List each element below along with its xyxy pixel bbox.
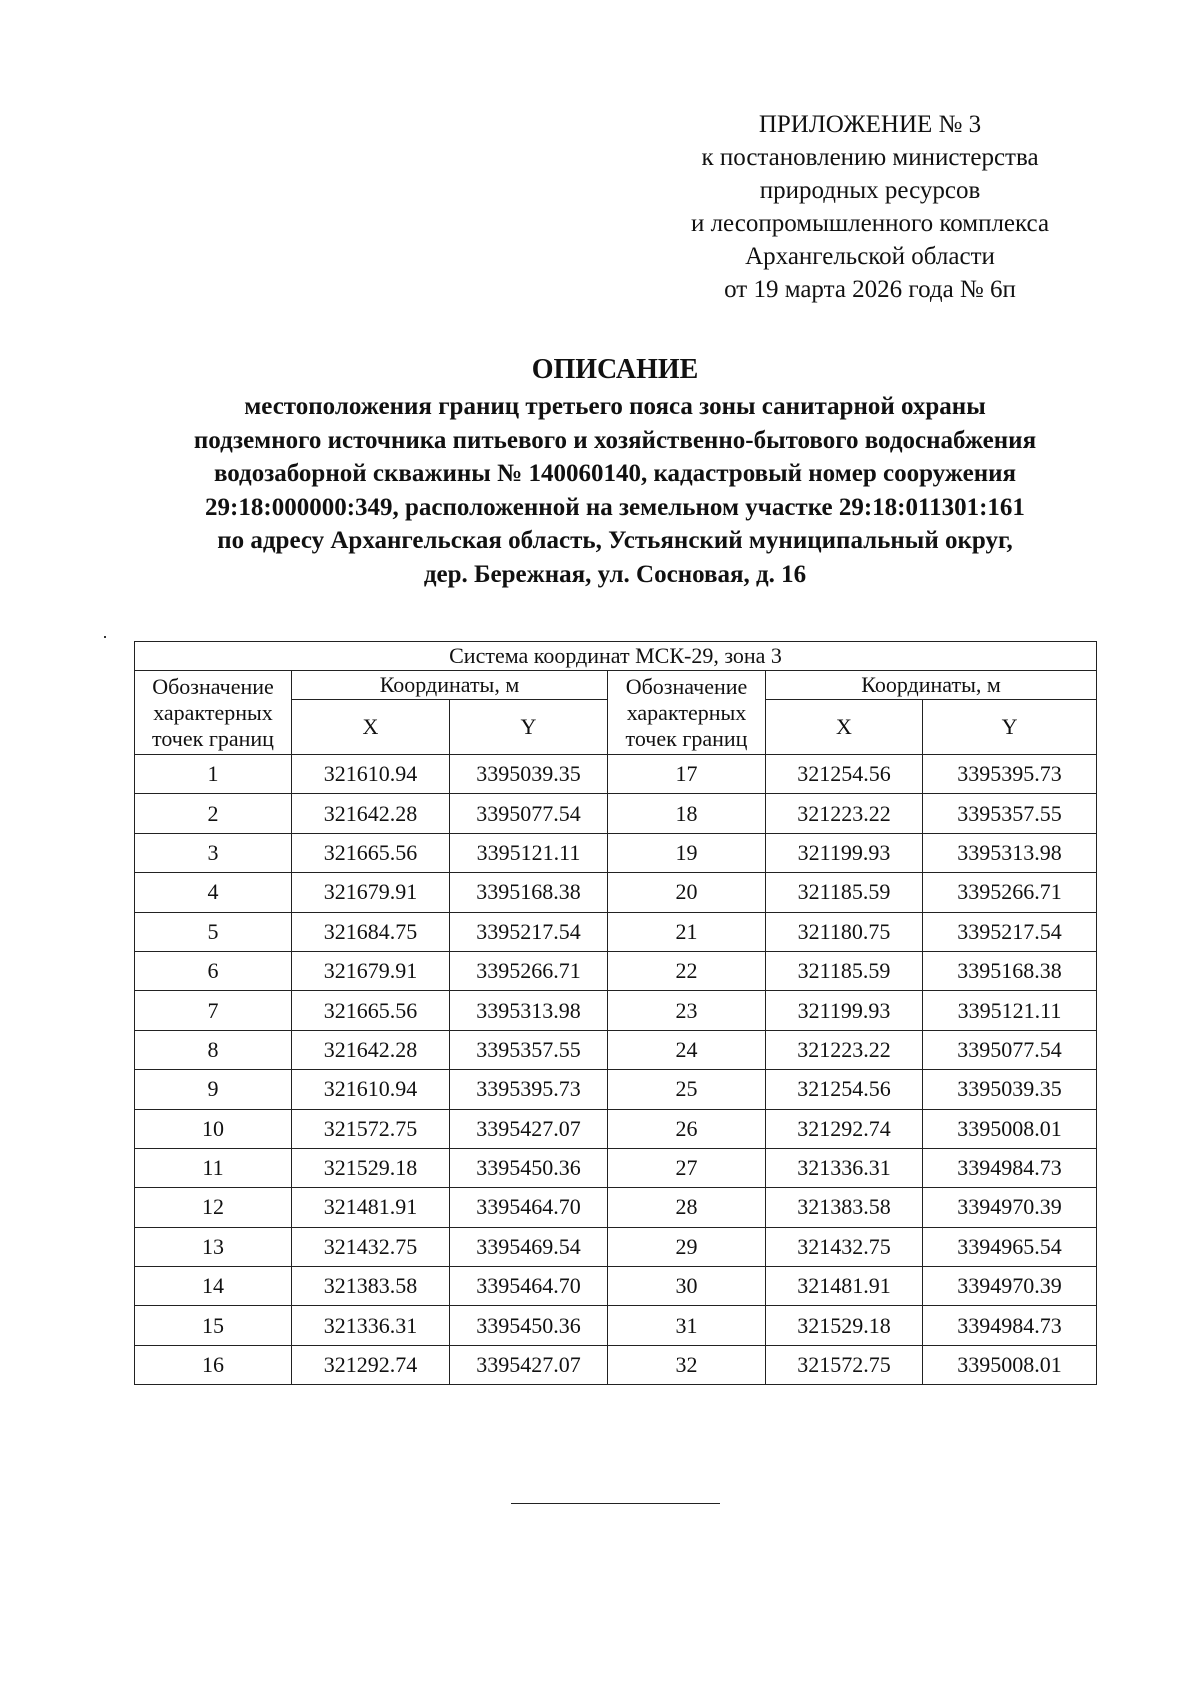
x-value: 321529.18 [766,1306,923,1345]
x-value: 321679.91 [292,873,450,912]
document-title: ОПИСАНИЕ [531,354,699,385]
x-value: 321572.75 [766,1345,923,1384]
point-number: 8 [135,1030,292,1069]
appendix-line: от 19 марта 2026 года № 6п [724,276,1016,303]
table-row [135,873,1097,912]
y-value: 3395313.98 [450,991,608,1030]
y-value: 3395168.38 [450,873,608,912]
y-value: 3395450.36 [450,1148,608,1187]
point-number: 25 [608,1070,766,1109]
system-row [135,642,1097,671]
y-header-left: Y [450,700,608,755]
point-number: 26 [608,1109,766,1148]
point-number: 28 [608,1188,766,1227]
appendix-line: природных ресурсов [759,177,981,204]
y-value: 3394965.54 [923,1227,1097,1266]
point-number: 30 [608,1267,766,1306]
coordinate-system-caption: Система координат МСК-29, зона 3 [135,642,1097,671]
x-header-right: X [766,700,923,755]
coordinates-header-left: Координаты, м [292,671,608,700]
table-row [135,1070,1097,1109]
y-value: 3395427.07 [450,1109,608,1148]
table-row [135,1148,1097,1187]
y-value: 3395427.07 [450,1345,608,1384]
x-value: 321185.59 [766,873,923,912]
x-value: 321199.93 [766,991,923,1030]
x-value: 321481.91 [292,1188,450,1227]
y-value: 3394984.73 [923,1148,1097,1187]
footer-divider [511,1503,720,1504]
table-row [135,833,1097,872]
coordinates-table [134,641,1097,1385]
table-row [135,1345,1097,1384]
x-header-left: X [292,700,450,755]
y-value: 3395039.35 [450,755,608,794]
table-row [135,1227,1097,1266]
y-value: 3395077.54 [923,1030,1097,1069]
x-value: 321610.94 [292,755,450,794]
point-number: 23 [608,991,766,1030]
x-value: 321481.91 [766,1267,923,1306]
appendix-line: ПРИЛОЖЕНИЕ № 3 [758,111,982,138]
table-row [135,755,1097,794]
x-value: 321185.59 [766,951,923,990]
point-number: 3 [135,833,292,872]
table-row [135,951,1097,990]
point-number: 10 [135,1109,292,1148]
document-description [120,390,1110,591]
appendix-block [660,108,1080,306]
table-row [135,1306,1097,1345]
x-value: 321199.93 [766,833,923,872]
point-number: 20 [608,873,766,912]
point-number: 27 [608,1148,766,1187]
y-value: 3395357.55 [450,1030,608,1069]
description-line: 29:18:000000:349, расположенной на земельном участке 29:18:011301:161 [205,493,1025,521]
point-number: 22 [608,951,766,990]
description-line: местоположения границ третьего пояса зоны санитарной охраны [244,393,986,420]
point-number: 13 [135,1227,292,1266]
point-number: 4 [135,873,292,912]
document-heading [120,352,1110,591]
point-label-part: точек границ [152,725,274,751]
x-value: 321254.56 [766,755,923,794]
x-value: 321336.31 [766,1148,923,1187]
x-value: 321180.75 [766,912,923,951]
y-value: 3395168.38 [923,951,1097,990]
y-value: 3394970.39 [923,1188,1097,1227]
table-row [135,1188,1097,1227]
x-value: 321610.94 [292,1070,450,1109]
y-value: 3395357.55 [923,794,1097,833]
point-label-part: характерных [153,699,273,725]
point-number: 5 [135,912,292,951]
point-number: 11 [135,1148,292,1187]
point-number: 7 [135,991,292,1030]
table-row [135,794,1097,833]
point-number: 15 [135,1306,292,1345]
y-value: 3395008.01 [923,1345,1097,1384]
point-number: 21 [608,912,766,951]
y-value: 3395395.73 [450,1070,608,1109]
y-value: 3395121.11 [450,833,608,872]
description-line: дер. Бережная, ул. Сосновая, д. 16 [423,560,807,588]
x-value: 321336.31 [292,1306,450,1345]
coordinates-header-right: Координаты, м [766,671,1097,700]
x-value: 321383.58 [766,1188,923,1227]
point-number: 32 [608,1345,766,1384]
y-value: 3395266.71 [923,873,1097,912]
x-value: 321684.75 [292,912,450,951]
x-value: 321665.56 [292,833,450,872]
point-number: 17 [608,755,766,794]
x-value: 321642.28 [292,794,450,833]
x-value: 321254.56 [766,1070,923,1109]
point-number: 19 [608,833,766,872]
point-label-part: точек границ [625,725,748,751]
x-value: 321432.75 [766,1227,923,1266]
description-line: подземного источника питьевого и хозяйственно-бытового водоснабжения [193,426,1037,454]
point-number: 24 [608,1030,766,1069]
appendix-line: и лесопромышленного комплекса [690,210,1050,237]
point-label-part: Обозначение [152,673,274,699]
point-number: 18 [608,794,766,833]
table-row [135,1030,1097,1069]
point-number: 14 [135,1267,292,1306]
y-value: 3395450.36 [450,1306,608,1345]
y-header-right: Y [923,700,1097,755]
y-value: 3395313.98 [923,833,1097,872]
point-number: 29 [608,1227,766,1266]
point-label-header-right [608,671,766,755]
x-value: 321223.22 [766,794,923,833]
point-number: 16 [135,1345,292,1384]
x-value: 321292.74 [766,1109,923,1148]
x-value: 321292.74 [292,1345,450,1384]
y-value: 3395464.70 [450,1267,608,1306]
point-number: 6 [135,951,292,990]
y-value: 3395266.71 [450,951,608,990]
scan-speck [104,636,106,638]
point-label-part: характерных [626,699,747,725]
y-value: 3395469.54 [450,1227,608,1266]
table-row [135,991,1097,1030]
y-value: 3395217.54 [450,912,608,951]
x-value: 321572.75 [292,1109,450,1148]
y-value: 3395395.73 [923,755,1097,794]
x-value: 321529.18 [292,1148,450,1187]
x-value: 321642.28 [292,1030,450,1069]
x-value: 321679.91 [292,951,450,990]
description-line: водозаборной скважины № 140060140, кадастровый номер сооружения [213,460,1017,487]
x-value: 321432.75 [292,1227,450,1266]
y-value: 3394970.39 [923,1267,1097,1306]
point-number: 1 [135,755,292,794]
y-value: 3395039.35 [923,1070,1097,1109]
x-value: 321383.58 [292,1267,450,1306]
y-value: 3395077.54 [450,794,608,833]
table-row [135,1267,1097,1306]
y-value: 3395008.01 [923,1109,1097,1148]
appendix-line: к постановлению министерства [701,144,1039,171]
point-number: 9 [135,1070,292,1109]
y-value: 3394984.73 [923,1306,1097,1345]
y-value: 3395464.70 [450,1188,608,1227]
y-value: 3395217.54 [923,912,1097,951]
point-label-part: Обозначение [625,673,748,699]
table-row [135,1109,1097,1148]
table-row [135,912,1097,951]
x-value: 321223.22 [766,1030,923,1069]
point-number: 2 [135,794,292,833]
x-value: 321665.56 [292,991,450,1030]
point-label-header-left [135,671,292,755]
appendix-line: Архангельской области [745,243,995,270]
description-line: по адресу Архангельская область, Устьянский муниципальный округ, [217,527,1013,554]
point-number: 31 [608,1306,766,1345]
point-number: 12 [135,1188,292,1227]
y-value: 3395121.11 [923,991,1097,1030]
header-row [135,671,1097,700]
